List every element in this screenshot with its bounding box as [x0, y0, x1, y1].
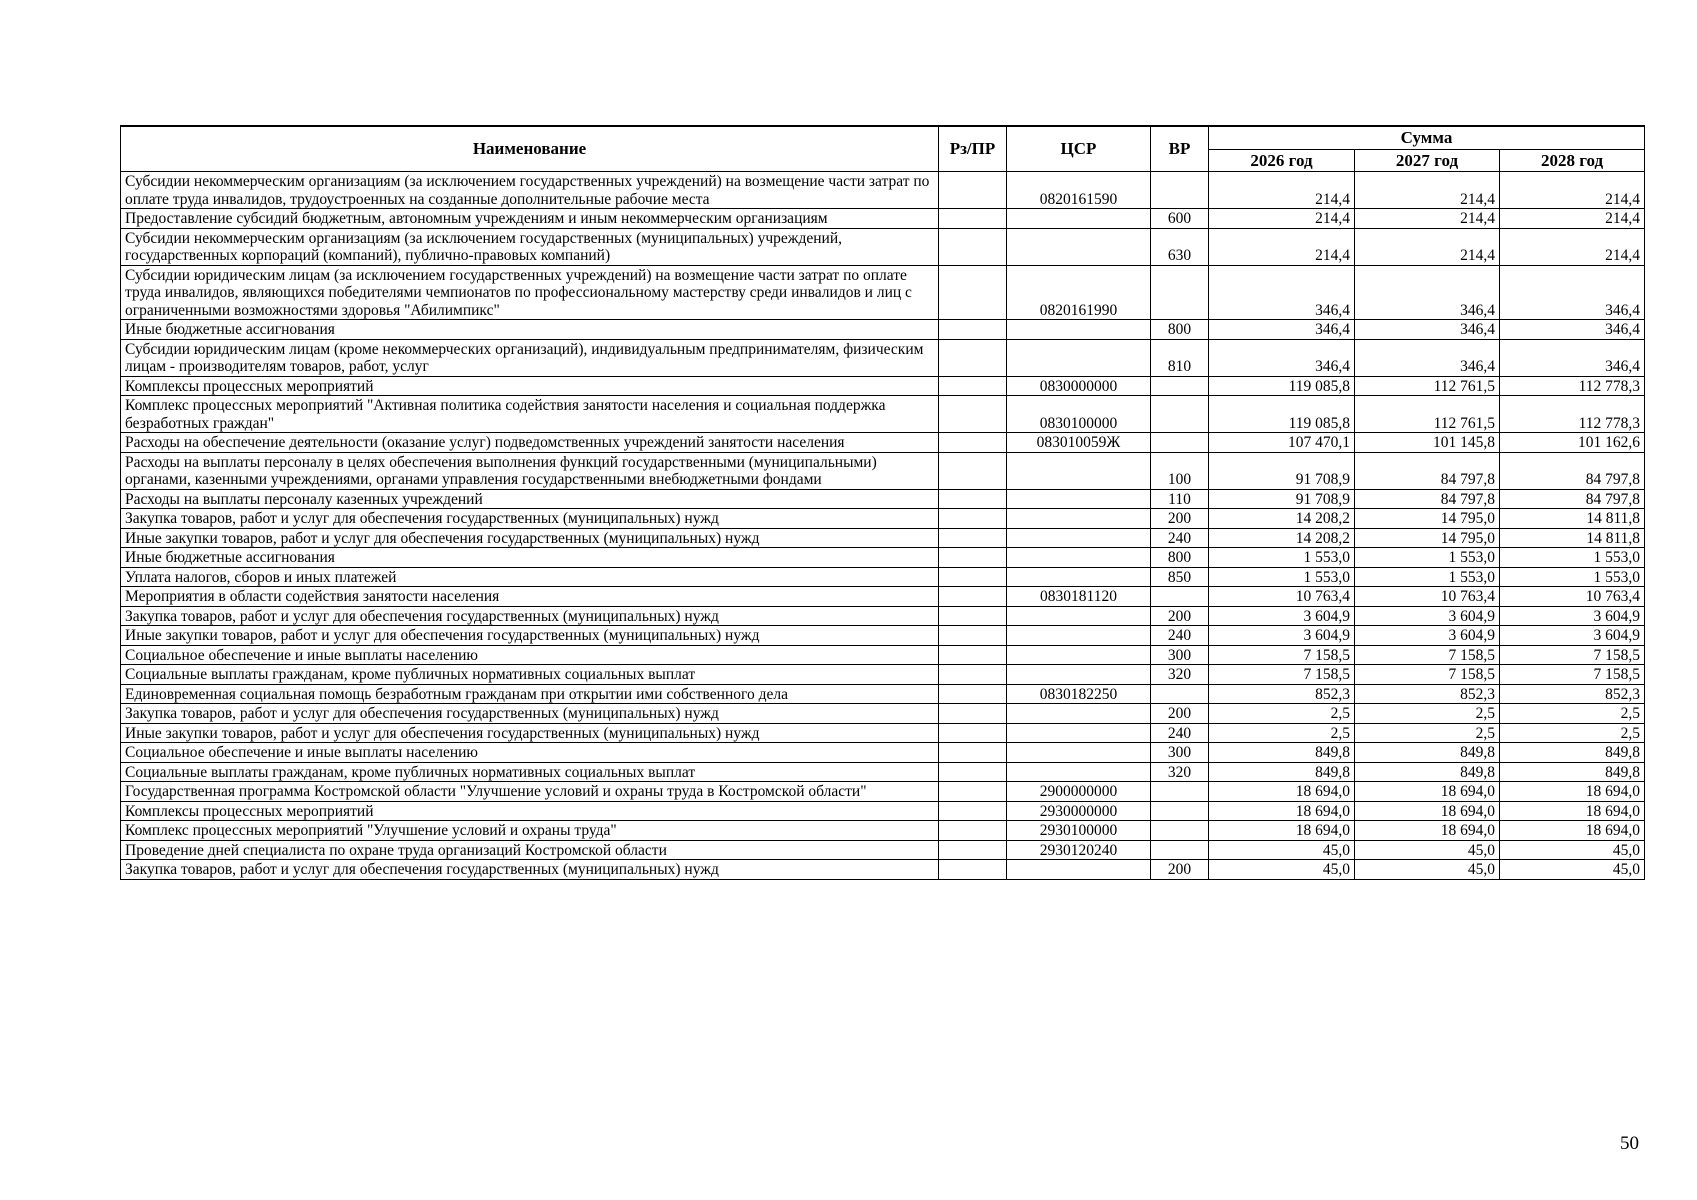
cell-vr: 800: [1151, 548, 1209, 568]
cell-2027: 849,8: [1355, 762, 1500, 782]
header-row-1: [121, 126, 1645, 149]
cell-csr: [1007, 665, 1151, 685]
cell-name: Комплекс процессных мероприятий "Активная политика содействия занятости населения и социальная поддержка безработных граждан": [121, 396, 939, 433]
cell-2027: 3 604,9: [1355, 626, 1500, 646]
cell-vr: 320: [1151, 762, 1209, 782]
cell-name: Проведение дней специалиста по охране труда организаций Костромской области: [121, 840, 939, 860]
cell-vr: [1151, 782, 1209, 802]
cell-vr: 240: [1151, 528, 1209, 548]
cell-csr: 0820161590: [1007, 172, 1151, 209]
cell-2026: 7 158,5: [1209, 645, 1355, 665]
cell-rz: [939, 228, 1007, 265]
cell-2026: 3 604,9: [1209, 606, 1355, 626]
cell-2026: 18 694,0: [1209, 821, 1355, 841]
table-row: [121, 762, 1645, 782]
cell-csr: [1007, 548, 1151, 568]
cell-2026: 1 553,0: [1209, 567, 1355, 587]
cell-2028: 112 778,3: [1500, 376, 1645, 396]
cell-2026: 14 208,2: [1209, 528, 1355, 548]
cell-2026: 91 708,9: [1209, 489, 1355, 509]
cell-2028: 2,5: [1500, 723, 1645, 743]
cell-name: Государственная программа Костромской области "Улучшение условий и охраны труда в Костромской области": [121, 782, 939, 802]
cell-2028: 849,8: [1500, 762, 1645, 782]
cell-csr: [1007, 723, 1151, 743]
cell-name: Социальное обеспечение и иные выплаты населению: [121, 645, 939, 665]
cell-csr: [1007, 339, 1151, 376]
cell-2027: 84 797,8: [1355, 489, 1500, 509]
cell-vr: 110: [1151, 489, 1209, 509]
cell-2027: 18 694,0: [1355, 782, 1500, 802]
cell-vr: 630: [1151, 228, 1209, 265]
cell-2026: 119 085,8: [1209, 396, 1355, 433]
cell-vr: [1151, 587, 1209, 607]
cell-name: Социальные выплаты гражданам, кроме публичных нормативных социальных выплат: [121, 665, 939, 685]
cell-vr: 240: [1151, 723, 1209, 743]
cell-2027: 849,8: [1355, 743, 1500, 763]
cell-2027: 214,4: [1355, 209, 1500, 229]
budget-table: [120, 125, 1645, 880]
cell-csr: 0830100000: [1007, 396, 1151, 433]
cell-name: Закупка товаров, работ и услуг для обеспечения государственных (муниципальных) нужд: [121, 509, 939, 529]
cell-2026: 214,4: [1209, 172, 1355, 209]
cell-2026: 45,0: [1209, 840, 1355, 860]
cell-2028: 18 694,0: [1500, 801, 1645, 821]
cell-csr: [1007, 567, 1151, 587]
header-vr: ВР: [1151, 126, 1209, 172]
cell-2027: 10 763,4: [1355, 587, 1500, 607]
cell-2028: 214,4: [1500, 228, 1645, 265]
cell-csr: [1007, 645, 1151, 665]
cell-2028: 112 778,3: [1500, 396, 1645, 433]
cell-2028: 852,3: [1500, 684, 1645, 704]
cell-rz: [939, 172, 1007, 209]
cell-vr: [1151, 840, 1209, 860]
cell-2028: 10 763,4: [1500, 587, 1645, 607]
cell-2027: 346,4: [1355, 339, 1500, 376]
cell-csr: [1007, 209, 1151, 229]
cell-name: Социальные выплаты гражданам, кроме публичных нормативных социальных выплат: [121, 762, 939, 782]
cell-vr: [1151, 684, 1209, 704]
table-row: [121, 548, 1645, 568]
cell-csr: 0830182250: [1007, 684, 1151, 704]
table-row: [121, 587, 1645, 607]
cell-name: Иные бюджетные ассигнования: [121, 320, 939, 340]
cell-2026: 849,8: [1209, 743, 1355, 763]
cell-rz: [939, 665, 1007, 685]
cell-csr: 0820161990: [1007, 265, 1151, 320]
cell-rz: [939, 452, 1007, 489]
cell-rz: [939, 209, 1007, 229]
table-row: [121, 376, 1645, 396]
cell-2027: 214,4: [1355, 172, 1500, 209]
table-row: [121, 528, 1645, 548]
cell-rz: [939, 801, 1007, 821]
header-sum: Сумма: [1209, 126, 1645, 149]
cell-rz: [939, 762, 1007, 782]
cell-name: Субсидии юридическим лицам (за исключением государственных учреждений) на возмещение части затрат по оплате труда инвалидов, являющихся победителями чемпионатов по профессиональному мастерству среди инвалидов и лиц с ограниченными возможностями здоровья "Абилимпикс": [121, 265, 939, 320]
cell-2027: 45,0: [1355, 840, 1500, 860]
cell-2027: 18 694,0: [1355, 821, 1500, 841]
cell-rz: [939, 548, 1007, 568]
table-row: [121, 489, 1645, 509]
cell-csr: [1007, 509, 1151, 529]
cell-2027: 3 604,9: [1355, 606, 1500, 626]
cell-2026: 1 553,0: [1209, 548, 1355, 568]
cell-vr: 100: [1151, 452, 1209, 489]
cell-rz: [939, 704, 1007, 724]
cell-2027: 2,5: [1355, 704, 1500, 724]
table-row: [121, 433, 1645, 453]
cell-rz: [939, 860, 1007, 880]
cell-csr: 2930100000: [1007, 821, 1151, 841]
cell-name: Расходы на выплаты персоналу в целях обеспечения выполнения функций государственными (муниципальными) органами, казенными учреждениями, органами управления государственными внебюджетными фондами: [121, 452, 939, 489]
cell-csr: 0830181120: [1007, 587, 1151, 607]
cell-2028: 3 604,9: [1500, 626, 1645, 646]
cell-rz: [939, 339, 1007, 376]
cell-2028: 2,5: [1500, 704, 1645, 724]
table-row: [121, 452, 1645, 489]
cell-name: Иные закупки товаров, работ и услуг для обеспечения государственных (муниципальных) нужд: [121, 723, 939, 743]
cell-rz: [939, 567, 1007, 587]
header-rz: Рз/ПР: [939, 126, 1007, 172]
table-row: [121, 265, 1645, 320]
table-row: [121, 743, 1645, 763]
cell-rz: [939, 320, 1007, 340]
table-row: [121, 396, 1645, 433]
cell-2028: 84 797,8: [1500, 452, 1645, 489]
cell-2026: 849,8: [1209, 762, 1355, 782]
cell-2026: 214,4: [1209, 228, 1355, 265]
cell-csr: 0830000000: [1007, 376, 1151, 396]
cell-2027: 214,4: [1355, 228, 1500, 265]
cell-csr: [1007, 762, 1151, 782]
table-row: [121, 509, 1645, 529]
cell-rz: [939, 626, 1007, 646]
cell-name: Субсидии некоммерческим организациям (за исключением государственных (муниципальных) учреждений, государственных корпораций (компаний), публично-правовых компаний): [121, 228, 939, 265]
cell-2028: 45,0: [1500, 840, 1645, 860]
cell-2028: 214,4: [1500, 209, 1645, 229]
cell-2026: 2,5: [1209, 723, 1355, 743]
cell-name: Социальное обеспечение и иные выплаты населению: [121, 743, 939, 763]
cell-2026: 346,4: [1209, 265, 1355, 320]
cell-vr: [1151, 396, 1209, 433]
cell-vr: [1151, 801, 1209, 821]
cell-csr: [1007, 606, 1151, 626]
table-body: [121, 172, 1645, 880]
cell-name: Закупка товаров, работ и услуг для обеспечения государственных (муниципальных) нужд: [121, 606, 939, 626]
table-row: [121, 209, 1645, 229]
cell-2026: 3 604,9: [1209, 626, 1355, 646]
cell-2027: 2,5: [1355, 723, 1500, 743]
cell-2028: 7 158,5: [1500, 665, 1645, 685]
table-row: [121, 782, 1645, 802]
cell-rz: [939, 723, 1007, 743]
cell-csr: 2930000000: [1007, 801, 1151, 821]
cell-vr: [1151, 376, 1209, 396]
table-row: [121, 228, 1645, 265]
cell-2028: 45,0: [1500, 860, 1645, 880]
cell-csr: [1007, 228, 1151, 265]
table-row: [121, 860, 1645, 880]
cell-csr: 2930120240: [1007, 840, 1151, 860]
cell-2027: 7 158,5: [1355, 665, 1500, 685]
cell-2028: 1 553,0: [1500, 548, 1645, 568]
cell-2028: 14 811,8: [1500, 509, 1645, 529]
cell-csr: [1007, 860, 1151, 880]
cell-2028: 101 162,6: [1500, 433, 1645, 453]
cell-2026: 346,4: [1209, 339, 1355, 376]
cell-name: Субсидии некоммерческим организациям (за исключением государственных учреждений) на возмещение части затрат по оплате труда инвалидов, трудоустроенных на созданные дополнительные рабочие места: [121, 172, 939, 209]
table-row: [121, 320, 1645, 340]
cell-2027: 1 553,0: [1355, 567, 1500, 587]
cell-vr: 600: [1151, 209, 1209, 229]
table-row: [121, 821, 1645, 841]
cell-name: Единовременная социальная помощь безработным гражданам при открытии ими собственного дела: [121, 684, 939, 704]
cell-2026: 119 085,8: [1209, 376, 1355, 396]
cell-rz: [939, 743, 1007, 763]
cell-2026: 10 763,4: [1209, 587, 1355, 607]
cell-rz: [939, 840, 1007, 860]
cell-name: Иные бюджетные ассигнования: [121, 548, 939, 568]
cell-rz: [939, 684, 1007, 704]
cell-2026: 852,3: [1209, 684, 1355, 704]
cell-name: Закупка товаров, работ и услуг для обеспечения государственных (муниципальных) нужд: [121, 704, 939, 724]
page-number: 50: [1620, 1133, 1639, 1154]
table-row: [121, 645, 1645, 665]
cell-2027: 84 797,8: [1355, 452, 1500, 489]
cell-vr: 240: [1151, 626, 1209, 646]
cell-2026: 2,5: [1209, 704, 1355, 724]
cell-rz: [939, 782, 1007, 802]
cell-vr: 800: [1151, 320, 1209, 340]
cell-2027: 346,4: [1355, 320, 1500, 340]
cell-vr: 200: [1151, 860, 1209, 880]
table-row: [121, 684, 1645, 704]
cell-csr: 2900000000: [1007, 782, 1151, 802]
table-row: [121, 339, 1645, 376]
table-row: [121, 567, 1645, 587]
header-year-2026: 2026 год: [1209, 149, 1355, 172]
cell-2028: 346,4: [1500, 265, 1645, 320]
cell-name: Уплата налогов, сборов и иных платежей: [121, 567, 939, 587]
cell-name: Иные закупки товаров, работ и услуг для обеспечения государственных (муниципальных) нужд: [121, 626, 939, 646]
cell-vr: 850: [1151, 567, 1209, 587]
cell-name: Субсидии юридическим лицам (кроме некоммерческих организаций), индивидуальным предпринимателям, физическим лицам - производителям товаров, работ, услуг: [121, 339, 939, 376]
cell-rz: [939, 489, 1007, 509]
cell-2027: 18 694,0: [1355, 801, 1500, 821]
cell-rz: [939, 528, 1007, 548]
cell-2027: 101 145,8: [1355, 433, 1500, 453]
cell-csr: [1007, 626, 1151, 646]
cell-2026: 14 208,2: [1209, 509, 1355, 529]
header-year-2027: 2027 год: [1355, 149, 1500, 172]
cell-2026: 107 470,1: [1209, 433, 1355, 453]
cell-name: Расходы на выплаты персоналу казенных учреждений: [121, 489, 939, 509]
cell-2027: 45,0: [1355, 860, 1500, 880]
cell-2028: 7 158,5: [1500, 645, 1645, 665]
header-csr: ЦСР: [1007, 126, 1151, 172]
cell-2028: 3 604,9: [1500, 606, 1645, 626]
cell-vr: 320: [1151, 665, 1209, 685]
cell-2027: 7 158,5: [1355, 645, 1500, 665]
cell-2026: 214,4: [1209, 209, 1355, 229]
cell-2026: 346,4: [1209, 320, 1355, 340]
table-row: [121, 172, 1645, 209]
cell-name: Расходы на обеспечение деятельности (оказание услуг) подведомственных учреждений занятости населения: [121, 433, 939, 453]
cell-rz: [939, 587, 1007, 607]
cell-rz: [939, 606, 1007, 626]
cell-vr: 200: [1151, 606, 1209, 626]
cell-2026: 7 158,5: [1209, 665, 1355, 685]
cell-2027: 346,4: [1355, 265, 1500, 320]
cell-2026: 91 708,9: [1209, 452, 1355, 489]
cell-name: Предоставление субсидий бюджетным, автономным учреждениям и иным некоммерческим организациям: [121, 209, 939, 229]
cell-name: Комплекс процессных мероприятий "Улучшение условий и охраны труда": [121, 821, 939, 841]
cell-vr: [1151, 265, 1209, 320]
cell-2026: 45,0: [1209, 860, 1355, 880]
cell-rz: [939, 821, 1007, 841]
cell-rz: [939, 433, 1007, 453]
table-row: [121, 840, 1645, 860]
cell-2028: 18 694,0: [1500, 821, 1645, 841]
cell-name: Комплексы процессных мероприятий: [121, 376, 939, 396]
cell-2027: 112 761,5: [1355, 376, 1500, 396]
cell-2026: 18 694,0: [1209, 782, 1355, 802]
cell-csr: [1007, 452, 1151, 489]
cell-vr: 810: [1151, 339, 1209, 376]
cell-name: Мероприятия в области содействия занятости населения: [121, 587, 939, 607]
cell-vr: 300: [1151, 743, 1209, 763]
cell-2027: 852,3: [1355, 684, 1500, 704]
cell-2028: 18 694,0: [1500, 782, 1645, 802]
cell-vr: 200: [1151, 509, 1209, 529]
cell-csr: 083010059Ж: [1007, 433, 1151, 453]
cell-2028: 849,8: [1500, 743, 1645, 763]
table-row: [121, 723, 1645, 743]
cell-rz: [939, 396, 1007, 433]
cell-vr: [1151, 172, 1209, 209]
cell-2028: 214,4: [1500, 172, 1645, 209]
cell-csr: [1007, 743, 1151, 763]
cell-rz: [939, 376, 1007, 396]
cell-2027: 14 795,0: [1355, 528, 1500, 548]
cell-name: Комплексы процессных мероприятий: [121, 801, 939, 821]
table-row: [121, 704, 1645, 724]
table-row: [121, 606, 1645, 626]
cell-2028: 346,4: [1500, 339, 1645, 376]
cell-vr: [1151, 433, 1209, 453]
cell-rz: [939, 645, 1007, 665]
cell-2028: 84 797,8: [1500, 489, 1645, 509]
cell-2027: 1 553,0: [1355, 548, 1500, 568]
table-row: [121, 665, 1645, 685]
header-name: Наименование: [121, 126, 939, 172]
header-year-2028: 2028 год: [1500, 149, 1645, 172]
table-row: [121, 626, 1645, 646]
cell-rz: [939, 265, 1007, 320]
cell-2028: 346,4: [1500, 320, 1645, 340]
cell-vr: [1151, 821, 1209, 841]
cell-csr: [1007, 704, 1151, 724]
cell-vr: 200: [1151, 704, 1209, 724]
cell-csr: [1007, 528, 1151, 548]
cell-name: Закупка товаров, работ и услуг для обеспечения государственных (муниципальных) нужд: [121, 860, 939, 880]
cell-2027: 14 795,0: [1355, 509, 1500, 529]
cell-csr: [1007, 320, 1151, 340]
cell-2026: 18 694,0: [1209, 801, 1355, 821]
cell-name: Иные закупки товаров, работ и услуг для обеспечения государственных (муниципальных) нужд: [121, 528, 939, 548]
cell-rz: [939, 509, 1007, 529]
cell-2027: 112 761,5: [1355, 396, 1500, 433]
cell-2028: 14 811,8: [1500, 528, 1645, 548]
cell-2028: 1 553,0: [1500, 567, 1645, 587]
cell-csr: [1007, 489, 1151, 509]
table-row: [121, 801, 1645, 821]
cell-vr: 300: [1151, 645, 1209, 665]
